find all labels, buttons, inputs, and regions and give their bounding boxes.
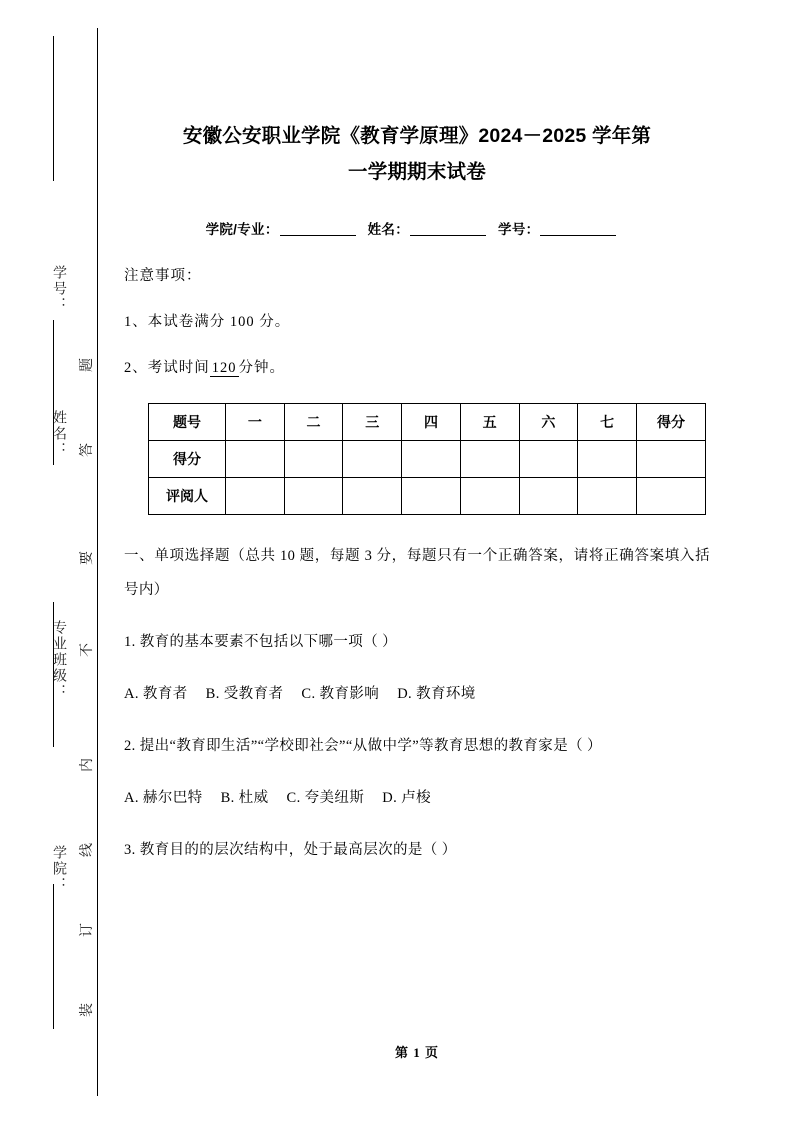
question-3-text: 3. 教育目的的层次结构中，处于最高层次的是（ ） <box>124 842 457 858</box>
name-field <box>368 222 490 237</box>
binding-phrase-char: 装 <box>80 1003 95 1017</box>
table-header-cell: 得分 <box>637 404 706 441</box>
option-a[interactable]: A. 赫尔巴特 <box>124 790 203 806</box>
notice-item-2 <box>124 356 710 377</box>
binding-label-college: 学院： <box>51 845 66 893</box>
college-major-label: 学院/专业： <box>205 222 279 237</box>
binding-phrase-char: 题 <box>80 358 95 372</box>
table-cell[interactable] <box>343 478 402 515</box>
student-id-label: 学号： <box>498 222 540 237</box>
table-row <box>149 441 706 478</box>
table-row-label: 得分 <box>149 441 226 478</box>
binding-phrase-char: 答 <box>80 443 95 457</box>
table-cell[interactable] <box>578 441 637 478</box>
table-cell[interactable] <box>637 478 706 515</box>
table-cell[interactable] <box>343 441 402 478</box>
option-a[interactable]: A. 教育者 <box>124 686 188 702</box>
table-cell[interactable] <box>284 478 343 515</box>
table-header-cell: 三 <box>343 404 402 441</box>
binding-phrase-char: 不 <box>80 643 95 657</box>
binding-label-student-id: 学号： <box>51 265 66 313</box>
notice-item-2-suffix: 分钟。 <box>238 360 285 376</box>
question-2-text: 2. 提出“教育即生活”“学校即社会”“从做中学”等教育思想的教育家是（ ） <box>124 738 602 754</box>
binding-label-class: 专业班级： <box>51 620 66 700</box>
binding-phrase-char: 订 <box>80 923 95 937</box>
table-cell[interactable] <box>284 441 343 478</box>
binding-rule-segment <box>53 884 54 1029</box>
table-header-cell: 五 <box>460 404 519 441</box>
binding-label-name: 姓名： <box>51 410 66 458</box>
notice-item-2-prefix: 2、考试时间 <box>124 360 210 376</box>
table-cell[interactable] <box>226 441 285 478</box>
student-info-line <box>124 218 710 238</box>
binding-phrase-char: 线 <box>80 843 95 857</box>
college-major-blank[interactable] <box>280 222 356 236</box>
table-cell[interactable] <box>519 478 578 515</box>
binding-margin <box>0 0 110 1122</box>
option-d[interactable]: D. 卢梭 <box>382 790 432 806</box>
option-c[interactable]: C. 教育影响 <box>301 686 380 702</box>
table-cell[interactable] <box>460 478 519 515</box>
option-d[interactable]: D. 教育环境 <box>397 686 476 702</box>
table-header-cell: 一 <box>226 404 285 441</box>
table-cell[interactable] <box>402 441 461 478</box>
question-2-options <box>124 781 710 815</box>
table-cell[interactable] <box>402 478 461 515</box>
table-cell[interactable] <box>226 478 285 515</box>
question-1-options <box>124 677 710 711</box>
student-id-field <box>498 222 620 237</box>
table-header-cell: 四 <box>402 404 461 441</box>
page-title <box>124 118 710 190</box>
binding-rule-segment <box>53 36 54 181</box>
table-row <box>149 478 706 515</box>
option-b[interactable]: B. 受教育者 <box>205 686 284 702</box>
table-cell[interactable] <box>578 478 637 515</box>
score-table <box>148 403 706 515</box>
table-cell[interactable] <box>460 441 519 478</box>
binding-rule-solid <box>97 28 98 1096</box>
section-title-single-choice: 一、单项选择题（总共 10 题，每题 3 分，每题只有一个正确答案，请将正确答案填入括号内） <box>124 548 710 598</box>
student-id-blank[interactable] <box>540 222 616 236</box>
notice-heading: 注意事项： <box>124 268 202 284</box>
table-cell[interactable] <box>519 441 578 478</box>
option-c[interactable]: C. 夸美纽斯 <box>286 790 365 806</box>
name-label: 姓名： <box>367 222 410 237</box>
table-cell[interactable] <box>637 441 706 478</box>
binding-phrase-char: 要 <box>80 551 95 565</box>
college-major-field <box>206 222 360 237</box>
exam-duration-value: 120 <box>211 360 237 376</box>
table-header-cell: 二 <box>284 404 343 441</box>
table-row-label: 评阅人 <box>149 478 226 515</box>
page-footer: 第 1 页 <box>394 1045 439 1060</box>
table-header-cell: 题号 <box>149 404 226 441</box>
page-title-line-1: 安徽公安职业学院《教育学原理》2024－2025 学年第 <box>182 125 652 147</box>
table-header-cell: 六 <box>519 404 578 441</box>
table-row <box>149 404 706 441</box>
binding-phrase-char: 内 <box>80 758 95 772</box>
document-body <box>124 0 710 1122</box>
name-blank[interactable] <box>410 222 486 236</box>
notice-item-1: 1、本试卷满分 100 分。 <box>124 314 291 330</box>
question-1-text: 1. 教育的基本要素不包括以下哪一项（ ） <box>124 634 398 650</box>
option-b[interactable]: B. 杜威 <box>220 790 269 806</box>
table-header-cell: 七 <box>578 404 637 441</box>
page-title-line-2: 一学期期末试卷 <box>348 161 486 183</box>
